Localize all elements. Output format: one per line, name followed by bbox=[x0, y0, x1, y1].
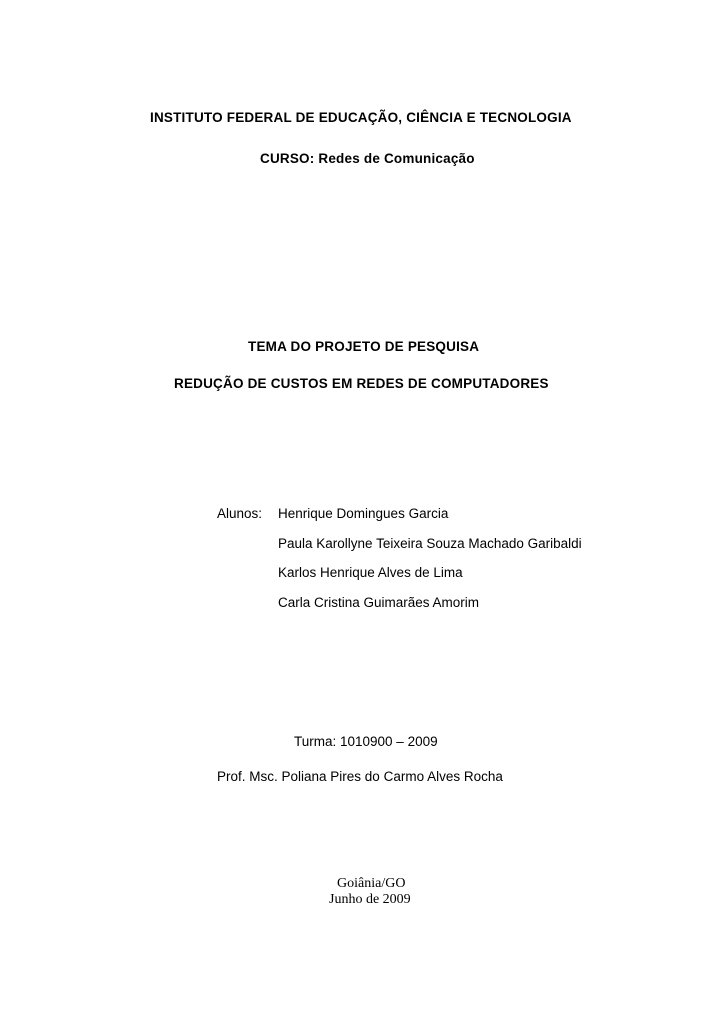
institution-name: INSTITUTO FEDERAL DE EDUCAÇÃO, CIÊNCIA E TECNOLOGIA bbox=[150, 110, 572, 125]
students-label: Alunos: bbox=[217, 506, 263, 521]
student-name: Karlos Henrique Alves de Lima bbox=[278, 565, 463, 580]
date: Junho de 2009 bbox=[329, 892, 411, 907]
student-name: Paula Karollyne Teixeira Souza Machado Garibaldi bbox=[278, 536, 582, 551]
city: Goiânia/GO bbox=[337, 876, 406, 891]
course-name: CURSO: Redes de Comunicação bbox=[260, 151, 475, 166]
professor-name: Prof. Msc. Poliana Pires do Carmo Alves Rocha bbox=[217, 769, 503, 784]
student-name: Carla Cristina Guimarães Amorim bbox=[278, 595, 480, 610]
project-theme-label: TEMA DO PROJETO DE PESQUISA bbox=[248, 339, 480, 354]
project-title: REDUÇÃO DE CUSTOS EM REDES DE COMPUTADORES bbox=[174, 376, 549, 391]
class-info: Turma: 1010900 – 2009 bbox=[294, 734, 438, 749]
student-name: Henrique Domingues Garcia bbox=[278, 506, 449, 521]
